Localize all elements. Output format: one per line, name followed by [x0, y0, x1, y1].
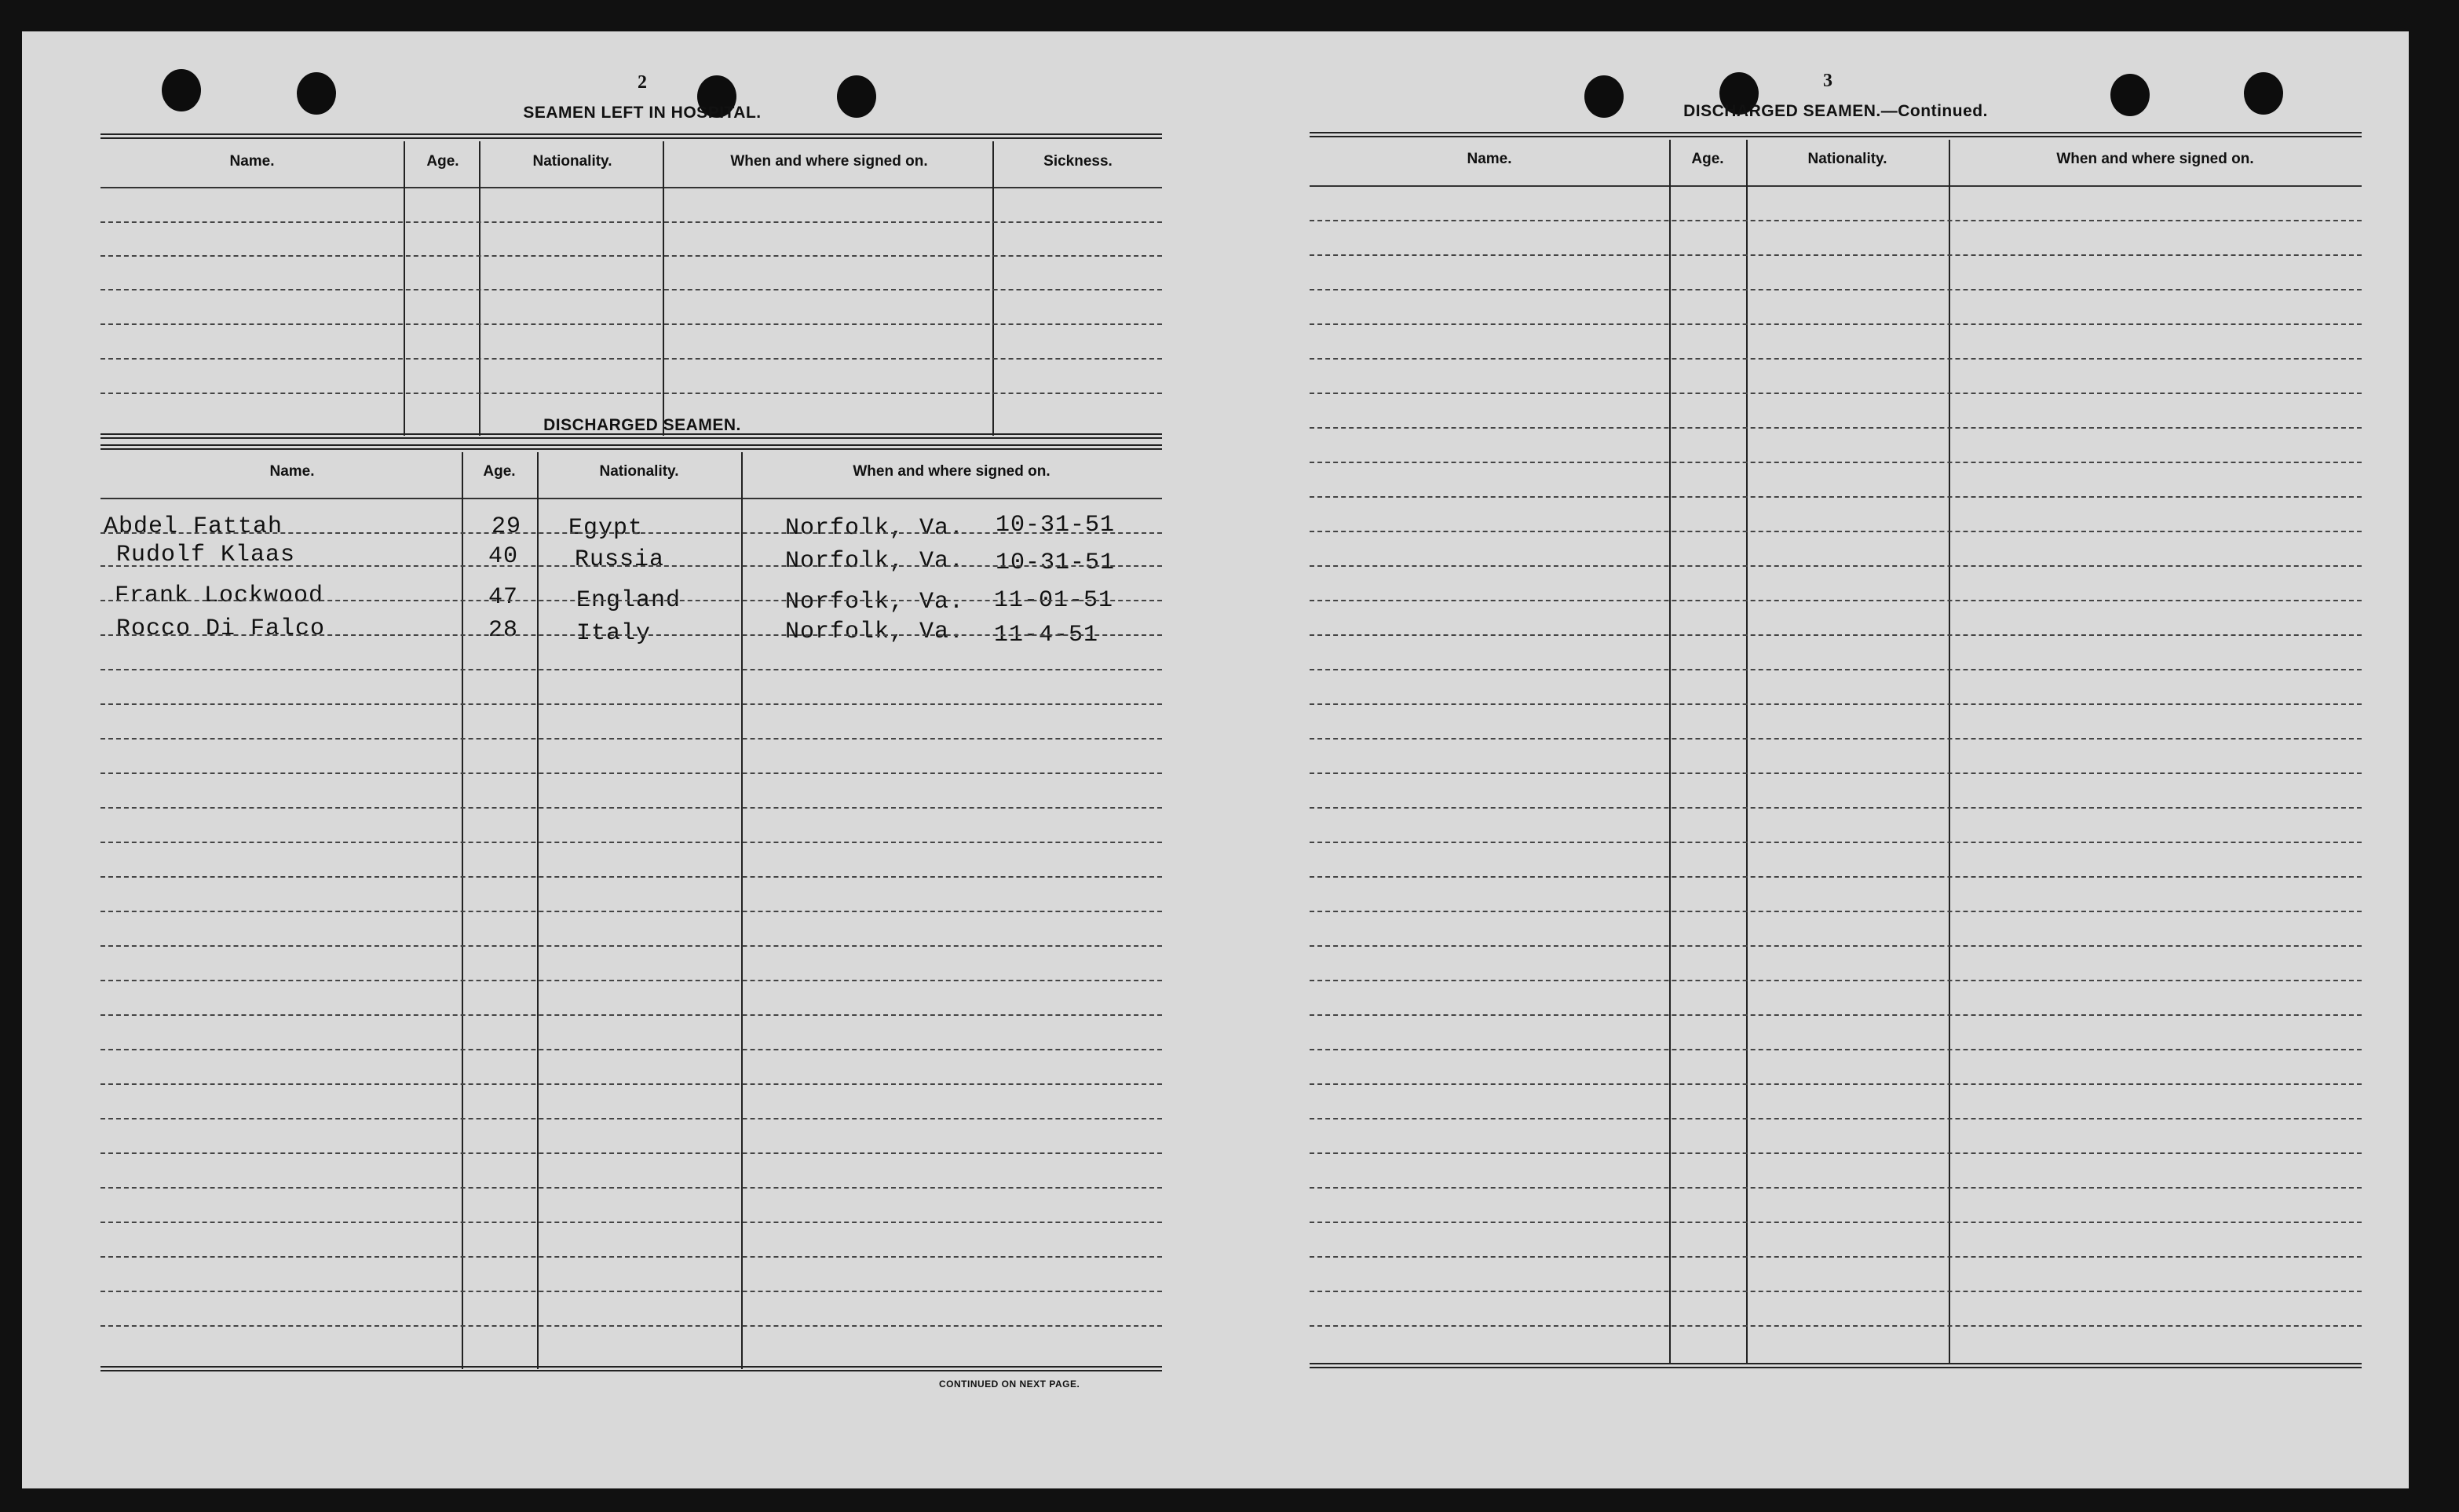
- signed-on-date: 11-01-51: [994, 587, 1114, 614]
- row-line: [100, 221, 1162, 223]
- row-line: [1310, 254, 2362, 256]
- seaman-age: 28: [488, 617, 519, 644]
- header-rule: [1310, 185, 2362, 187]
- row-line: [1310, 876, 2362, 878]
- signed-on-place: Norfolk, Va.: [785, 548, 965, 575]
- col-header-sickness: Sickness.: [1043, 153, 1113, 170]
- row-line: [1310, 807, 2362, 809]
- seaman-nationality: Italy: [576, 620, 652, 647]
- row-line: [100, 565, 1162, 567]
- seaman-name: Rudolf Klaas: [116, 542, 296, 568]
- row-line: [100, 980, 1162, 981]
- col-header-age: Age.: [1691, 151, 1724, 167]
- document-sheet: [22, 31, 2409, 1488]
- hospital-section-title: SEAMEN LEFT IN HOSPITAL.: [523, 104, 762, 122]
- row-line: [100, 393, 1162, 394]
- row-line: [100, 289, 1162, 290]
- row-line: [1310, 427, 2362, 429]
- table-bottom-rule: [100, 1366, 1162, 1371]
- row-line: [100, 738, 1162, 740]
- row-line: [100, 1222, 1162, 1223]
- row-line: [100, 1049, 1162, 1050]
- discharged-section-title: DISCHARGED SEAMEN.: [543, 416, 741, 434]
- row-line: [100, 1083, 1162, 1085]
- row-line: [1310, 669, 2362, 670]
- row-line: [100, 842, 1162, 843]
- row-line: [100, 772, 1162, 774]
- row-line: [1310, 911, 2362, 912]
- seaman-age: 47: [488, 584, 519, 611]
- row-line: [100, 358, 1162, 360]
- right-page: [1215, 31, 2409, 1488]
- continued-footer: CONTINUED ON NEXT PAGE.: [939, 1379, 1080, 1390]
- row-line: [1310, 945, 2362, 947]
- header-rule: [100, 498, 1162, 499]
- signed-on-date: 10-31-51: [996, 550, 1116, 576]
- table-bottom-rule: [1310, 1363, 2362, 1368]
- signed-on-place: Norfolk, Va.: [785, 515, 965, 542]
- row-line: [1310, 393, 2362, 394]
- signed-on-date: 10-31-51: [996, 512, 1116, 539]
- row-line: [1310, 323, 2362, 325]
- page-number: 2: [638, 72, 647, 93]
- row-line: [1310, 462, 2362, 463]
- col-header-name: Name.: [229, 153, 275, 170]
- seaman-age: 40: [488, 543, 519, 570]
- table-top-rule: [1310, 132, 2362, 137]
- seaman-nationality: England: [576, 587, 681, 614]
- row-line: [100, 1187, 1162, 1189]
- row-line: [1310, 1083, 2362, 1085]
- row-line: [100, 807, 1162, 809]
- seaman-age: 29: [491, 513, 522, 540]
- row-line: [100, 911, 1162, 912]
- row-line: [1310, 600, 2362, 601]
- row-line: [1310, 634, 2362, 636]
- col-header-nationality: Nationality.: [599, 463, 679, 480]
- signed-on-place: Norfolk, Va.: [785, 619, 965, 645]
- row-line: [100, 1118, 1162, 1119]
- row-line: [1310, 1256, 2362, 1258]
- row-line: [1310, 1014, 2362, 1016]
- row-line: [1310, 565, 2362, 567]
- row-line: [100, 255, 1162, 257]
- row-line: [1310, 1325, 2362, 1327]
- col-header-name: Name.: [1467, 151, 1512, 167]
- col-header-signed-on: When and where signed on.: [2056, 151, 2254, 167]
- row-line: [1310, 772, 2362, 774]
- seaman-name: Abdel Fattah: [104, 513, 283, 540]
- col-header-signed-on: When and where signed on.: [853, 463, 1050, 480]
- row-line: [100, 323, 1162, 325]
- row-line: [100, 945, 1162, 947]
- col-header-name: Name.: [269, 463, 315, 480]
- row-line: [100, 1325, 1162, 1327]
- row-line: [1310, 980, 2362, 981]
- row-line: [1310, 1152, 2362, 1154]
- row-line: [100, 634, 1162, 636]
- row-line: [1310, 220, 2362, 221]
- row-line: [1310, 842, 2362, 843]
- col-header-age: Age.: [426, 153, 459, 170]
- row-line: [100, 1256, 1162, 1258]
- row-line: [100, 876, 1162, 878]
- row-line: [1310, 703, 2362, 705]
- row-line: [1310, 289, 2362, 290]
- col-header-age: Age.: [483, 463, 516, 480]
- seaman-nationality: Egypt: [568, 515, 644, 542]
- discharged-continued-title: DISCHARGED SEAMEN.—Continued.: [1683, 102, 1988, 120]
- row-line: [100, 1152, 1162, 1154]
- left-page: [22, 31, 1200, 1488]
- page-number: 3: [1823, 71, 1832, 91]
- header-rule: [100, 187, 1162, 188]
- col-header-nationality: Nationality.: [532, 153, 612, 170]
- row-line: [1310, 496, 2362, 498]
- row-line: [100, 703, 1162, 705]
- row-line: [100, 1291, 1162, 1292]
- row-line: [100, 532, 1162, 534]
- row-line: [1310, 738, 2362, 740]
- col-header-nationality: Nationality.: [1807, 151, 1887, 167]
- row-line: [1310, 358, 2362, 360]
- seaman-nationality: Russia: [575, 546, 665, 573]
- row-line: [1310, 1222, 2362, 1223]
- table-top-rule: [100, 444, 1162, 450]
- row-line: [100, 1014, 1162, 1016]
- row-line: [100, 600, 1162, 601]
- seaman-name: Rocco Di Falco: [116, 615, 326, 642]
- row-line: [1310, 1187, 2362, 1189]
- row-line: [1310, 1049, 2362, 1050]
- col-header-signed-on: When and where signed on.: [730, 153, 928, 170]
- signed-on-place: Norfolk, Va.: [785, 589, 965, 615]
- table-top-rule: [100, 133, 1162, 139]
- signed-on-date: 11-4-51: [994, 622, 1099, 648]
- row-line: [100, 669, 1162, 670]
- row-line: [1310, 1291, 2362, 1292]
- row-line: [1310, 531, 2362, 532]
- row-line: [1310, 1118, 2362, 1119]
- seaman-name: Frank Lockwood: [115, 583, 324, 609]
